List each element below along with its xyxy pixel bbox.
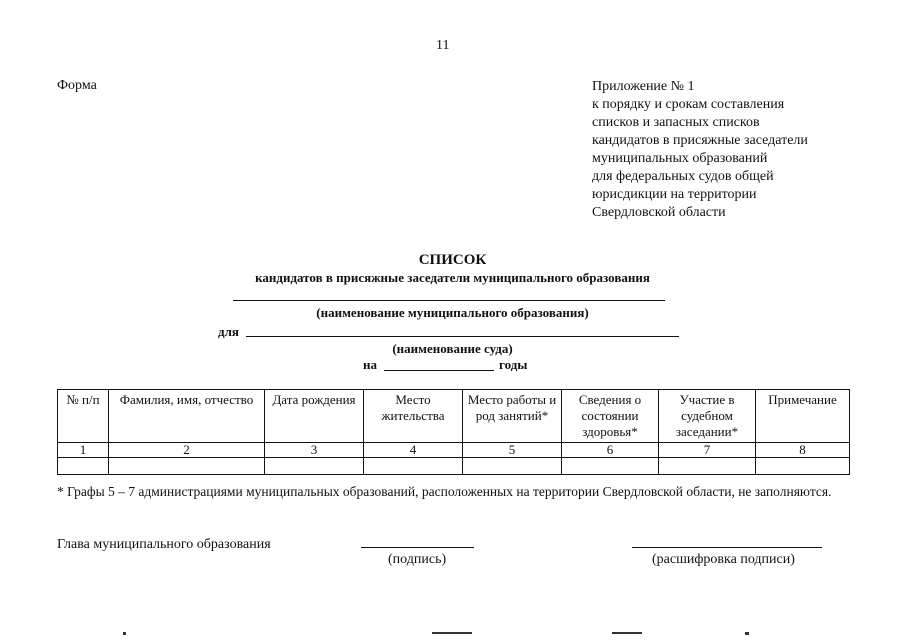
header-cell: Сведения о состоянии здоровья* — [562, 390, 659, 443]
empty-cell — [463, 458, 562, 475]
scan-artifact — [123, 632, 126, 635]
scan-artifact — [745, 632, 749, 635]
page-number: 11 — [436, 38, 450, 53]
empty-cell — [756, 458, 850, 475]
appendix-line: Свердловской области — [592, 205, 726, 220]
transcript-line — [632, 547, 822, 548]
signature-line — [361, 547, 474, 548]
appendix-line: кандидатов в присяжные заседатели — [592, 133, 808, 148]
on-label: на — [363, 357, 377, 372]
municipality-caption: (наименование муниципального образования) — [316, 305, 589, 320]
appendix-block — [592, 78, 808, 222]
header-cell: Место работы и род занятий* — [463, 390, 562, 443]
header-cell: Фамилия, имя, отчество — [109, 390, 265, 443]
years-label: годы — [499, 357, 528, 372]
column-number: 1 — [58, 443, 109, 458]
column-number-row — [58, 443, 850, 458]
for-label: для — [218, 324, 239, 339]
empty-cell — [562, 458, 659, 475]
transcript-caption: (расшифровка подписи) — [652, 552, 795, 567]
empty-cell — [58, 458, 109, 475]
appendix-line: юрисдикции на территории — [592, 187, 757, 202]
column-number: 7 — [659, 443, 756, 458]
footnote: * Графы 5 – 7 администрациями муниципальных образований, расположенных на территории Свердловской области, не заполняются. — [57, 484, 832, 499]
signature-caption: (подпись) — [388, 552, 447, 567]
column-number: 4 — [364, 443, 463, 458]
empty-cell — [659, 458, 756, 475]
header-cell: № п/п — [58, 390, 109, 443]
appendix-line: муниципальных образований — [592, 151, 768, 166]
column-number: 8 — [756, 443, 850, 458]
table-header-row — [58, 390, 850, 443]
column-number: 2 — [109, 443, 265, 458]
appendix-line: для федеральных судов общей — [592, 169, 774, 184]
years-blank-line — [384, 370, 494, 371]
appendix-line: к порядку и срокам составления — [592, 97, 785, 112]
court-blank-line — [246, 336, 679, 337]
header-cell: Примечание — [756, 390, 850, 443]
signatory-label: Глава муниципального образования — [57, 537, 271, 552]
header-cell: Место жительства — [364, 390, 463, 443]
header-cell: Дата рождения — [265, 390, 364, 443]
appendix-line: списков и запасных списков — [592, 115, 760, 130]
column-number: 6 — [562, 443, 659, 458]
column-number: 5 — [463, 443, 562, 458]
scan-artifact — [612, 632, 642, 634]
empty-cell — [109, 458, 265, 475]
empty-cell — [364, 458, 463, 475]
empty-data-row — [58, 458, 850, 475]
document-subtitle: кандидатов в присяжные заседатели муниципального образования — [255, 270, 650, 285]
municipality-blank-line — [233, 300, 665, 301]
scan-artifact — [432, 632, 472, 634]
empty-cell — [265, 458, 364, 475]
column-number: 3 — [265, 443, 364, 458]
header-cell: Участие в судебном заседании* — [659, 390, 756, 443]
court-caption: (наименование суда) — [392, 341, 513, 356]
appendix-line: Приложение № 1 — [592, 79, 695, 94]
document-title: СПИСОК — [418, 252, 487, 268]
candidates-table — [57, 389, 850, 475]
form-label: Форма — [57, 78, 97, 93]
